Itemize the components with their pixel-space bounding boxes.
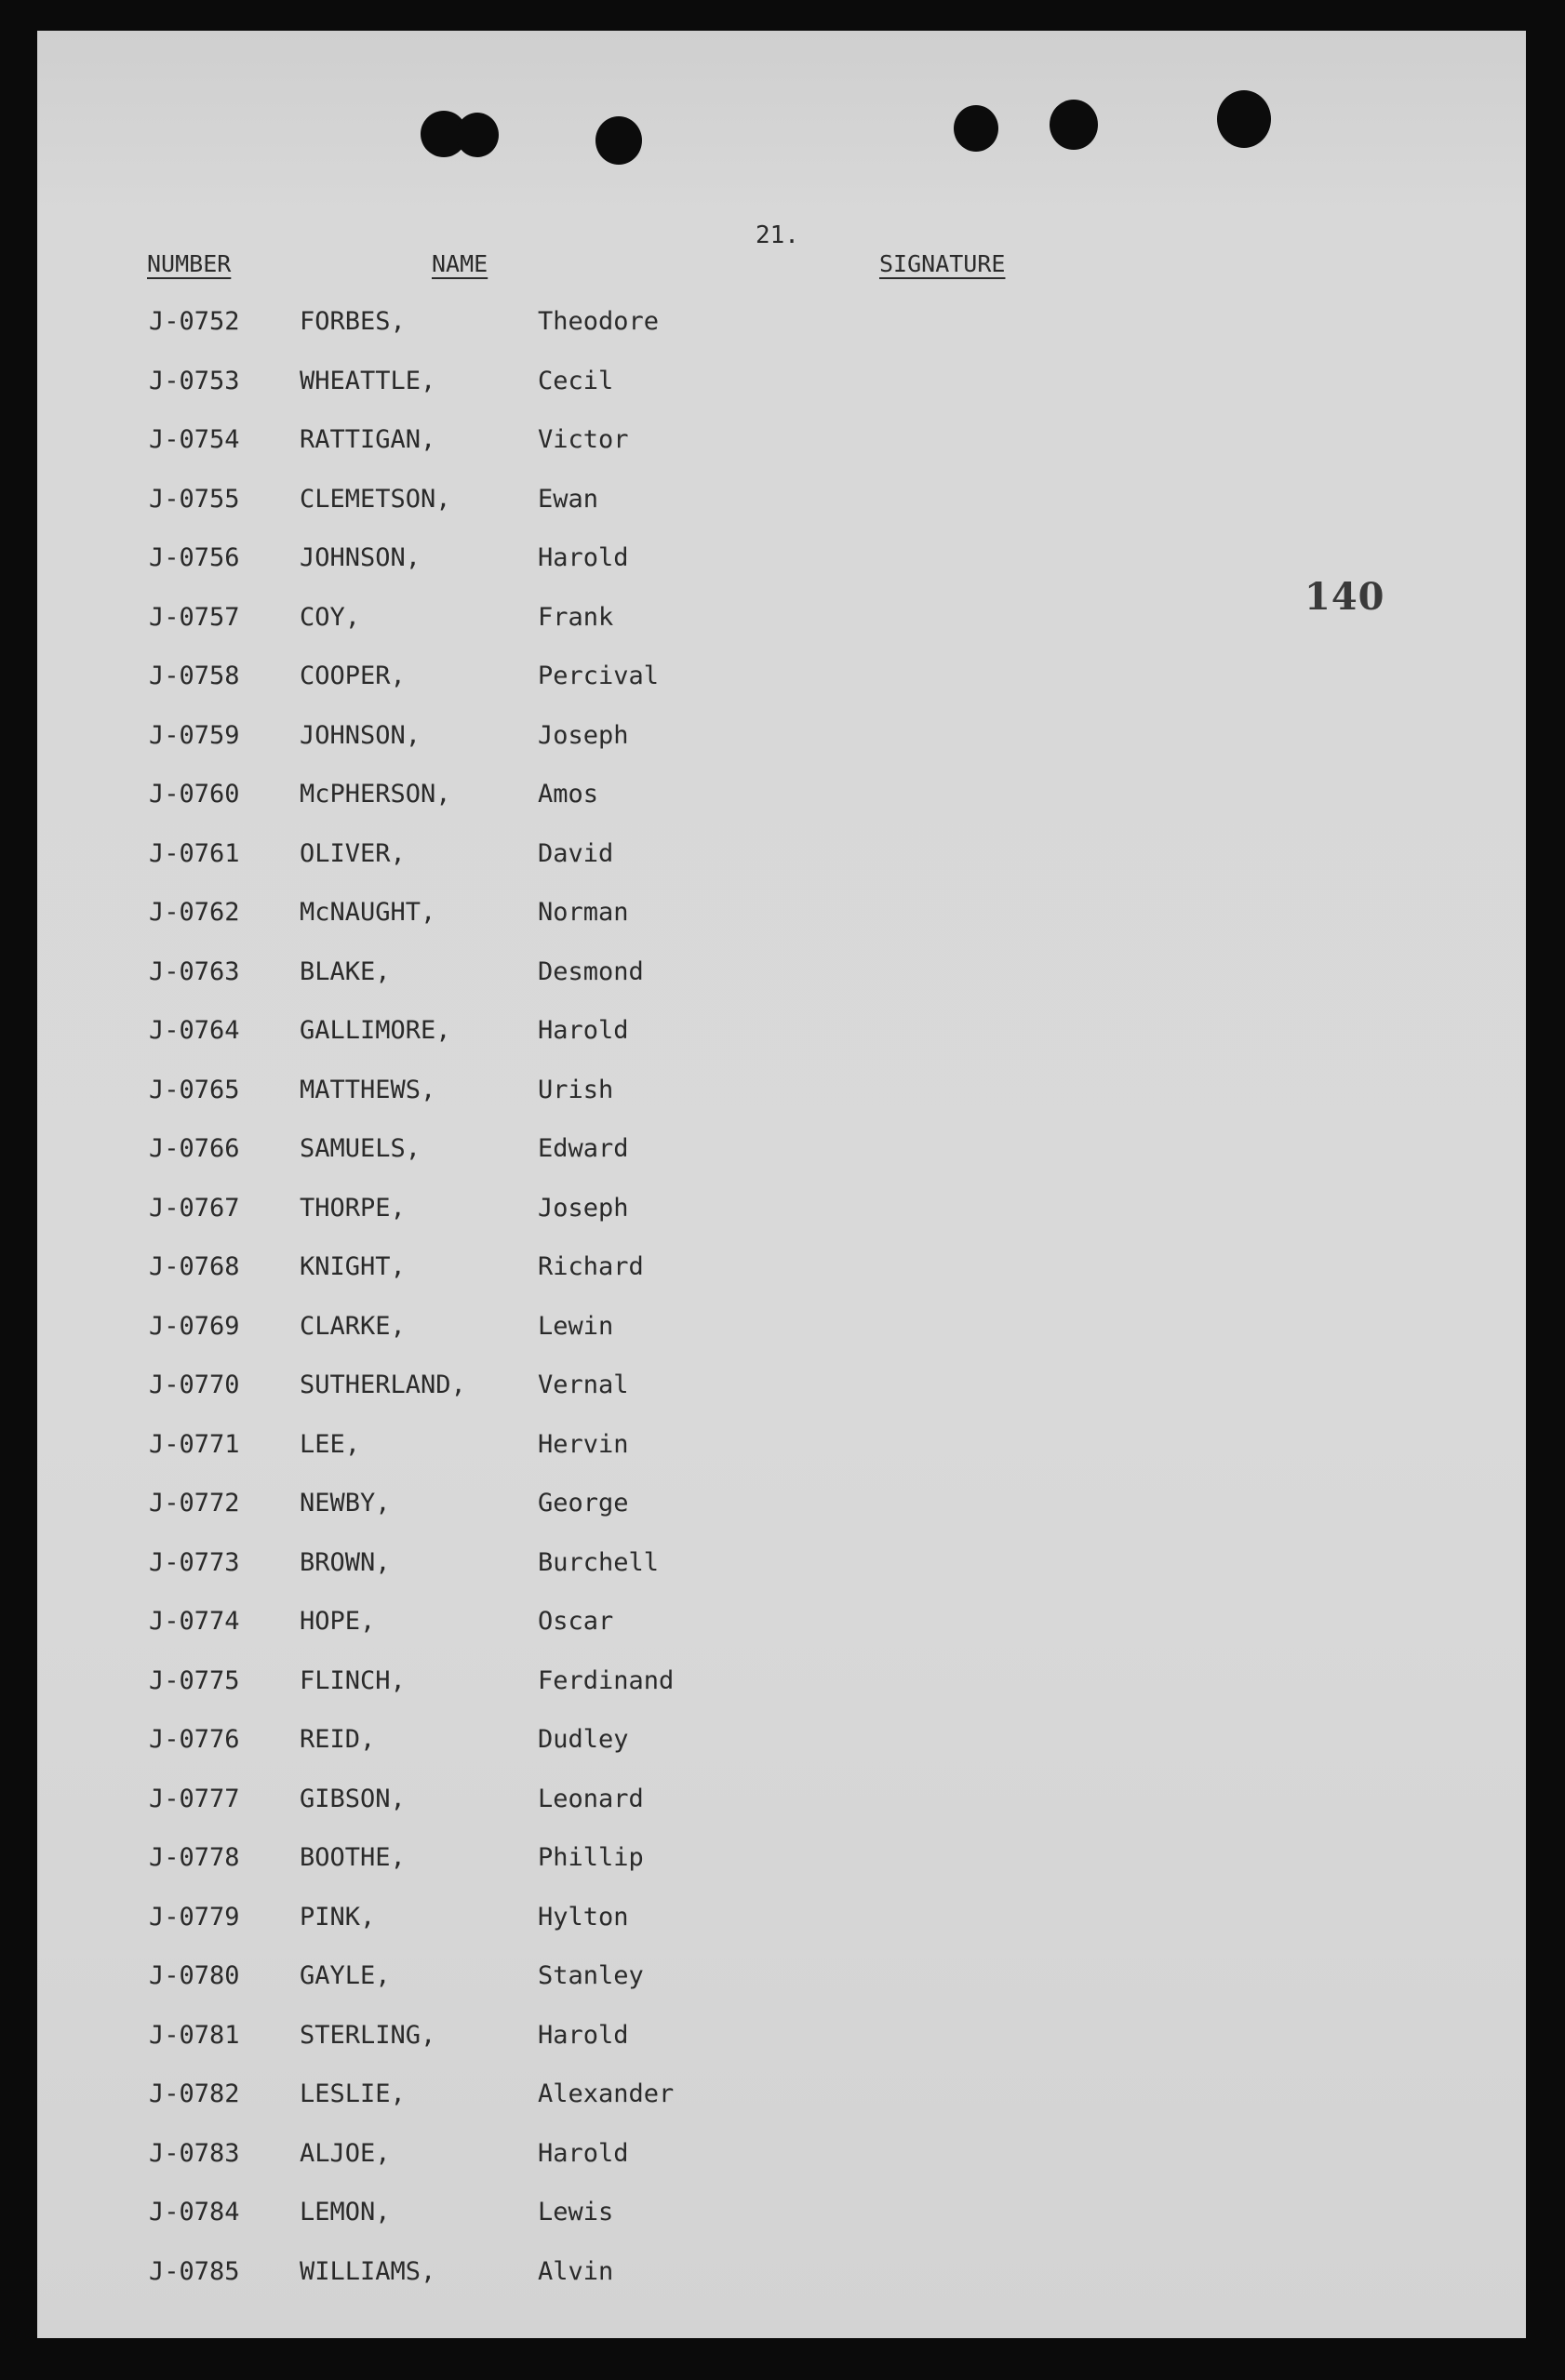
row-number: J-0785 (149, 2256, 240, 2286)
row-last-name: McPHERSON, (300, 780, 451, 809)
row-number: J-0765 (149, 1075, 240, 1104)
roster-row (37, 780, 1526, 839)
row-last-name: OLIVER, (300, 838, 406, 868)
roster-row (37, 1430, 1526, 1490)
row-last-name: THORPE, (300, 1193, 406, 1223)
row-first-name: Harold (538, 2138, 629, 2168)
roster-row (37, 603, 1526, 662)
punch-hole (1217, 90, 1271, 148)
row-first-name: Hervin (538, 1429, 629, 1459)
row-first-name: Desmond (538, 956, 644, 986)
roster-row (37, 2139, 1526, 2199)
row-number: J-0775 (149, 1665, 240, 1695)
roster-row (37, 1843, 1526, 1903)
row-first-name: Burchell (538, 1547, 660, 1577)
row-number: J-0781 (149, 2020, 240, 2050)
row-first-name: Hylton (538, 1902, 629, 1932)
row-number: J-0784 (149, 2198, 240, 2226)
row-first-name: Vernal (538, 1371, 629, 1399)
row-last-name: BROWN, (300, 1547, 391, 1577)
roster-row (37, 957, 1526, 1017)
row-last-name: HOPE, (300, 1607, 376, 1636)
row-first-name: Richard (538, 1252, 644, 1281)
row-last-name: LEE, (300, 1429, 361, 1459)
row-number: J-0755 (149, 484, 240, 514)
row-first-name: Oscar (538, 1607, 614, 1636)
row-first-name: Harold (538, 1016, 629, 1045)
punch-hole (456, 113, 499, 157)
row-number: J-0777 (149, 1784, 240, 1813)
row-number: J-0780 (149, 1961, 240, 1990)
row-number: J-0766 (149, 1134, 240, 1163)
row-last-name: PINK, (300, 1902, 376, 1932)
row-last-name: COY, (300, 602, 361, 632)
column-header-number: NUMBER (147, 250, 232, 277)
row-last-name: STERLING, (300, 2020, 436, 2050)
row-last-name: BOOTHE, (300, 1843, 406, 1872)
row-number: J-0779 (149, 1902, 240, 1932)
roster-row (37, 1194, 1526, 1253)
roster-row (37, 543, 1526, 603)
roster-row (37, 839, 1526, 899)
row-first-name: Frank (538, 602, 614, 632)
row-first-name: Urish (538, 1075, 614, 1104)
roster-row (37, 898, 1526, 957)
row-number: J-0754 (149, 425, 240, 454)
roster-row (37, 1252, 1526, 1312)
row-number: J-0752 (149, 307, 240, 336)
row-first-name: Lewin (538, 1311, 614, 1341)
roster-row (37, 2021, 1526, 2080)
punch-hole (1050, 100, 1098, 150)
row-first-name: Norman (538, 898, 629, 927)
row-first-name: Alexander (538, 2079, 675, 2108)
row-number: J-0761 (149, 838, 240, 868)
row-first-name: David (538, 838, 614, 868)
row-number: J-0758 (149, 662, 240, 690)
row-first-name: Ferdinand (538, 1665, 675, 1695)
row-first-name: Leonard (538, 1784, 644, 1813)
roster-row (37, 721, 1526, 781)
row-last-name: GALLIMORE, (300, 1016, 451, 1045)
row-first-name: Theodore (538, 307, 660, 336)
roster-row (37, 2079, 1526, 2139)
punch-hole (954, 105, 998, 152)
row-first-name: Cecil (538, 366, 614, 395)
row-last-name: JOHNSON, (300, 720, 421, 750)
row-first-name: Percival (538, 662, 660, 690)
roster-row (37, 1371, 1526, 1430)
row-last-name: LESLIE, (300, 2079, 406, 2108)
row-last-name: CLARKE, (300, 1311, 406, 1341)
row-last-name: SAMUELS, (300, 1134, 421, 1163)
row-number: J-0783 (149, 2138, 240, 2168)
roster-list (37, 307, 1526, 2316)
roster-row (37, 1489, 1526, 1548)
roster-row (37, 1548, 1526, 1608)
row-last-name: REID, (300, 1725, 376, 1754)
row-last-name: GAYLE, (300, 1961, 391, 1990)
row-last-name: ALJOE, (300, 2138, 391, 2168)
roster-row (37, 1016, 1526, 1076)
roster-row (37, 1785, 1526, 1844)
row-first-name: George (538, 1489, 629, 1518)
row-first-name: Victor (538, 425, 629, 454)
row-number: J-0762 (149, 898, 240, 927)
row-number: J-0759 (149, 720, 240, 750)
row-number: J-0774 (149, 1607, 240, 1636)
row-last-name: FORBES, (300, 307, 406, 336)
row-last-name: WILLIAMS, (300, 2256, 436, 2286)
row-last-name: BLAKE, (300, 956, 391, 986)
roster-row (37, 1312, 1526, 1371)
roster-row (37, 662, 1526, 721)
row-first-name: Dudley (538, 1725, 629, 1754)
roster-row (37, 2198, 1526, 2257)
row-last-name: FLINCH, (300, 1665, 406, 1695)
row-number: J-0767 (149, 1193, 240, 1223)
row-first-name: Joseph (538, 720, 629, 750)
row-number: J-0769 (149, 1311, 240, 1341)
row-first-name: Ewan (538, 484, 599, 514)
document-page (37, 31, 1526, 2338)
roster-row (37, 1961, 1526, 2021)
roster-row (37, 2257, 1526, 2317)
row-last-name: JOHNSON, (300, 543, 421, 572)
row-number: J-0753 (149, 366, 240, 395)
stamped-number: 140 (1304, 575, 1385, 619)
punch-hole (595, 116, 642, 165)
roster-row (37, 425, 1526, 485)
row-first-name: Harold (538, 2020, 629, 2050)
row-first-name: Alvin (538, 2256, 614, 2286)
roster-row (37, 367, 1526, 426)
row-first-name: Stanley (538, 1961, 644, 1990)
row-last-name: WHEATTLE, (300, 366, 436, 395)
row-last-name: NEWBY, (300, 1489, 391, 1518)
row-last-name: GIBSON, (300, 1784, 406, 1813)
row-number: J-0763 (149, 956, 240, 986)
row-first-name: Lewis (538, 2198, 614, 2226)
roster-row (37, 485, 1526, 544)
roster-row (37, 1607, 1526, 1666)
row-number: J-0760 (149, 780, 240, 809)
roster-row (37, 1903, 1526, 1962)
row-first-name: Amos (538, 780, 599, 809)
roster-row (37, 1134, 1526, 1194)
roster-row (37, 1666, 1526, 1726)
column-header-signature: SIGNATURE (879, 250, 1006, 277)
row-number: J-0757 (149, 602, 240, 632)
row-number: J-0772 (149, 1489, 240, 1518)
page-number: 21. (756, 221, 799, 249)
row-first-name: Edward (538, 1134, 629, 1163)
roster-row (37, 1076, 1526, 1135)
row-number: J-0756 (149, 543, 240, 572)
row-first-name: Phillip (538, 1843, 644, 1872)
row-number: J-0776 (149, 1725, 240, 1754)
row-first-name: Harold (538, 543, 629, 572)
row-number: J-0773 (149, 1547, 240, 1577)
row-number: J-0782 (149, 2079, 240, 2108)
row-last-name: RATTIGAN, (300, 425, 436, 454)
row-last-name: MATTHEWS, (300, 1075, 436, 1104)
row-last-name: SUTHERLAND, (300, 1371, 466, 1399)
row-last-name: LEMON, (300, 2198, 391, 2226)
row-last-name: COOPER, (300, 662, 406, 690)
row-last-name: McNAUGHT, (300, 898, 436, 927)
row-number: J-0778 (149, 1843, 240, 1872)
column-header-name: NAME (432, 250, 488, 277)
row-number: J-0768 (149, 1252, 240, 1281)
row-last-name: CLEMETSON, (300, 484, 451, 514)
row-number: J-0770 (149, 1371, 240, 1399)
row-last-name: KNIGHT, (300, 1252, 406, 1281)
roster-row (37, 1725, 1526, 1785)
row-first-name: Joseph (538, 1193, 629, 1223)
roster-row (37, 307, 1526, 367)
row-number: J-0764 (149, 1016, 240, 1045)
row-number: J-0771 (149, 1429, 240, 1459)
